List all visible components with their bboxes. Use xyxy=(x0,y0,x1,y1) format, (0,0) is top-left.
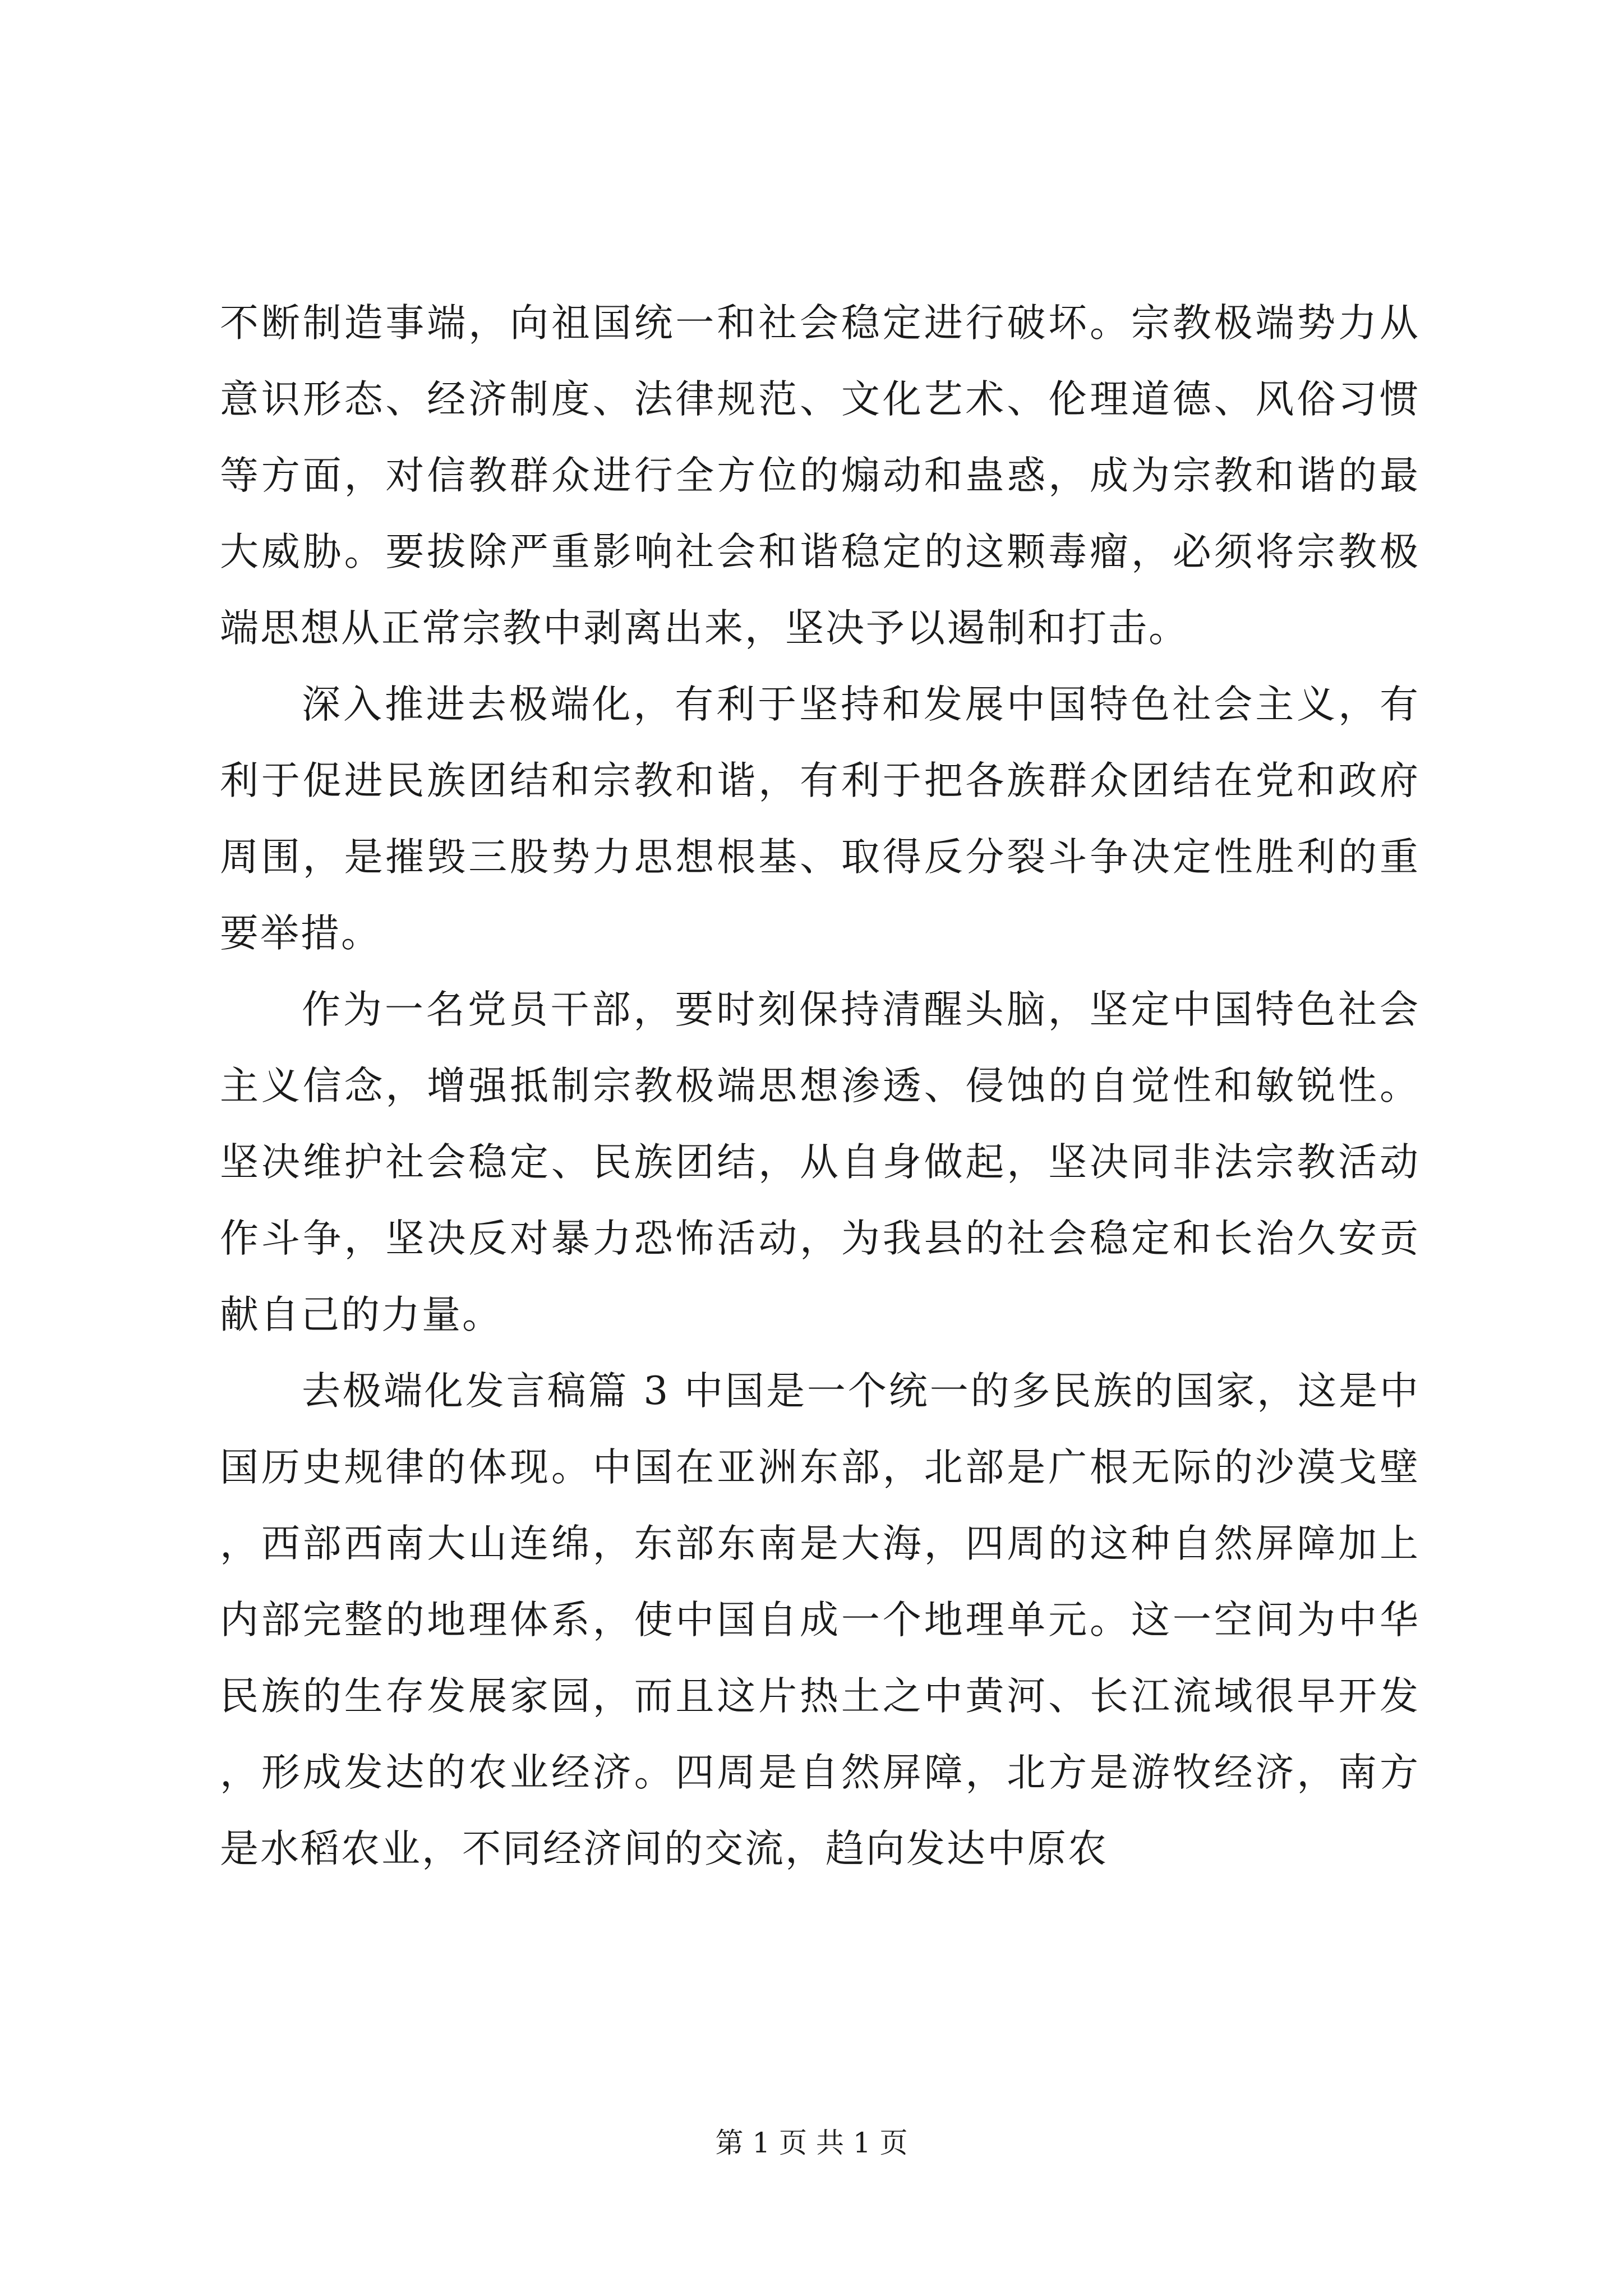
paragraph-4: 去极端化发言稿篇 3 中国是一个统一的多民族的国家，这是中国历史规律的体现。中国在亚洲东部，北部是广根无际的沙漠戈壁，西部西南大山连绵，东部东南是大海，四周的这种自然屏障加上内部完整的地理体系，使中国自成一个地理单元。这一空间为中华民族的生存发展家园，而且这片热土之中黄河、长江流域很早开发，形成发达的农业经济。四周是自然屏障，北方是游牧经济，南方是水稻农业，不同经济间的交流，趋向发达中原农 xyxy=(220,1369,1420,1871)
paragraph-1: 不断制造事端，向祖国统一和社会稳定进行破坏。宗教极端势力从意识形态、经济制度、法律规范、文化艺术、伦理道德、风俗习惯等方面，对信教群众进行全方位的煽动和蛊惑，成为宗教和谐的最大威胁。要拔除严重影响社会和谐稳定的这颗毒瘤，必须将宗教极端思想从正常宗教中剥离出来，坚决予以遏制和打击。 xyxy=(220,301,1420,651)
paragraph-2: 深入推进去极端化，有利于坚持和发展中国特色社会主义，有利于促进民族团结和宗教和谐，有利于把各族群众团结在党和政府周围，是摧毁三股势力思想根基、取得反分裂斗争决定性胜利的重要举措。 xyxy=(220,682,1420,956)
page-number-label: 第 1 页 共 1 页 xyxy=(715,2127,908,2159)
document-body xyxy=(220,285,1420,1887)
page-footer xyxy=(0,2126,1623,2160)
paragraph-3: 作为一名党员干部，要时刻保持清醒头脑，坚定中国特色社会主义信念，增强抵制宗教极端思想渗透、侵蚀的自觉性和敏锐性。坚决维护社会稳定、民族团结，从自身做起，坚决同非法宗教活动作斗争，坚决反对暴力恐怖活动，为我县的社会稳定和长治久安贡献自己的力量。 xyxy=(220,987,1420,1337)
